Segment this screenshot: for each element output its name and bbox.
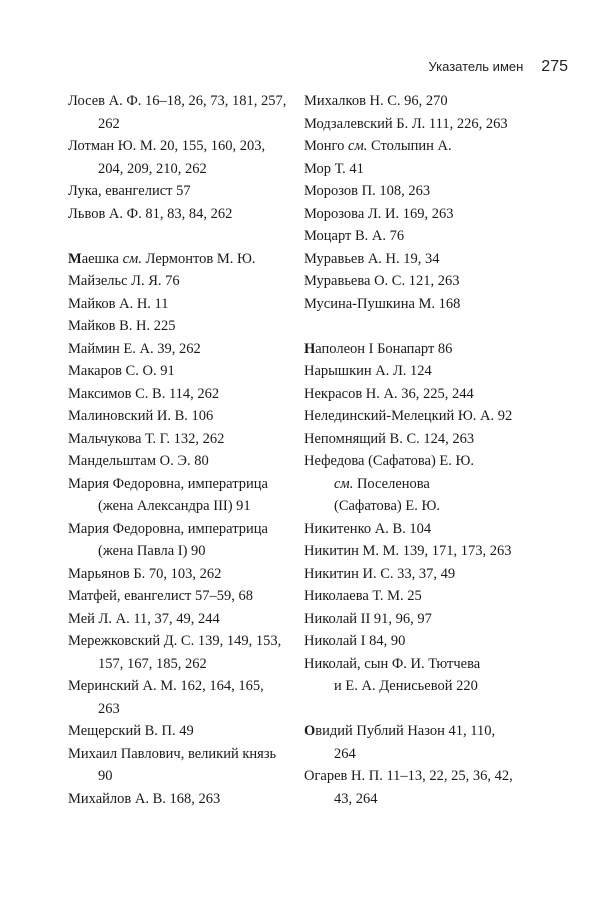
index-entry <box>68 360 290 383</box>
index-entry <box>304 428 530 451</box>
index-entry-text: Майков В. Н. 225 <box>68 318 176 334</box>
index-entry <box>68 203 290 226</box>
index-entry-text: Никитин И. С. 33, 37, 49 <box>304 565 456 582</box>
index-entry-text: Моцарт В. А. 76 <box>304 228 405 244</box>
index-entry-text: Непомнящий В. С. 124, 263 <box>304 430 475 447</box>
index-entry-text: Мария Федоровна, императрица (жена Александра III) 91 <box>68 475 268 514</box>
index-entry <box>68 473 290 518</box>
index-entry-text: Николай I 84, 90 <box>304 633 406 649</box>
index-entry <box>304 90 530 113</box>
index-entry <box>68 518 290 563</box>
index-entry-text: Лосев А. Ф. 16–18, 26, 73, 181, 257, 262 <box>68 93 287 132</box>
index-entry <box>68 248 290 271</box>
index-entry <box>68 608 290 631</box>
index-entry-text: Мей Л. А. 11, 37, 49, 244 <box>68 610 220 627</box>
index-entry-text: Меринский А. М. 162, 164, 165, 263 <box>68 678 264 717</box>
index-entry <box>304 630 530 653</box>
index-entry-text: Майзельс Л. Я. 76 <box>68 273 180 289</box>
index-entry <box>304 360 530 383</box>
index-entry <box>304 113 530 136</box>
index-entry <box>304 203 530 226</box>
index-entry <box>304 135 530 158</box>
page-number: 275 <box>541 58 568 75</box>
index-entry <box>304 518 530 541</box>
index-entry <box>304 563 530 586</box>
index-entry <box>304 585 530 608</box>
index-entry-text: Малиновский И. В. 106 <box>68 408 214 424</box>
index-entry <box>304 720 530 765</box>
running-head <box>428 58 568 76</box>
index-entry-text: Морозова Л. И. 169, 263 <box>304 205 454 222</box>
index-entry-text: аполеон I Бонапарт 86 <box>315 340 453 357</box>
index-entry-text: Нефедова (Сафатова) Е. Ю. см. Поселенова (Сафатова) Е. Ю. <box>304 453 475 514</box>
index-entry <box>304 450 530 518</box>
index-entry-text: Муравьева О. С. 121, 263 <box>304 273 460 289</box>
index-entry-text: Николай II 91, 96, 97 <box>304 610 432 627</box>
index-entry-text: Нарышкин А. Л. 124 <box>304 363 432 379</box>
index-entry-text: Матфей, евангелист 57–59, 68 <box>68 588 254 604</box>
index-column-left <box>68 90 290 810</box>
index-entry-text: Мандельштам О. Э. 80 <box>68 453 209 469</box>
index-entry <box>68 428 290 451</box>
index-entry <box>304 270 530 293</box>
index-entry-text: Львов А. Ф. 81, 83, 84, 262 <box>68 205 233 222</box>
index-entry <box>304 405 530 428</box>
index-entry-text: Мальчукова Т. Г. 132, 262 <box>68 430 225 447</box>
index-entry-text: Никитин М. М. 139, 171, 173, 263 <box>304 543 512 559</box>
index-entry <box>304 608 530 631</box>
index-entry <box>304 765 530 810</box>
index-entry-text: Мария Федоровна, императрица (жена Павла I) 90 <box>68 520 268 559</box>
index-entry <box>304 338 530 361</box>
index-entry <box>68 293 290 316</box>
index-entry-text: Мещерский В. П. 49 <box>68 723 194 739</box>
index-entry-text: аешка см. Лермонтов М. Ю. <box>81 250 256 267</box>
index-entry <box>68 270 290 293</box>
index-entry-text: Маймин Е. А. 39, 262 <box>68 340 201 357</box>
index-entry-text: Лука, евангелист 57 <box>68 183 191 199</box>
index-entry <box>304 293 530 316</box>
index-entry <box>304 225 530 248</box>
index-column-right <box>304 90 530 810</box>
index-entry <box>68 585 290 608</box>
index-entry-text: Михайлов А. В. 168, 263 <box>68 790 221 807</box>
index-entry-text: Морозов П. 108, 263 <box>304 183 431 199</box>
section-initial: Н <box>304 340 316 357</box>
index-entry <box>304 383 530 406</box>
index-entry <box>304 180 530 203</box>
index-entry <box>68 405 290 428</box>
index-entry-text: Муравьев А. Н. 19, 34 <box>304 250 440 267</box>
index-entry-text: Михаил Павлович, великий князь 90 <box>68 745 277 784</box>
index-entry-text: Некрасов Н. А. 36, 225, 244 <box>304 385 474 402</box>
index-entry-text: Николаева Т. М. 25 <box>304 588 422 604</box>
index-entry-text: Нелединский-Мелецкий Ю. А. 92 <box>304 408 513 424</box>
index-entry <box>68 450 290 473</box>
index-entry-text: Никитенко А. В. 104 <box>304 520 432 537</box>
index-entry <box>68 90 290 135</box>
running-head-title: Указатель имен <box>428 59 524 74</box>
index-entry <box>68 135 290 180</box>
index-entry-text: Мор Т. 41 <box>304 160 364 177</box>
index-entry-text: Мережковский Д. С. 139, 149, 153, 157, 167, 185, 262 <box>68 633 282 672</box>
index-entry <box>68 180 290 203</box>
index-entry <box>304 158 530 181</box>
index-entry <box>68 720 290 743</box>
index-entry <box>68 338 290 361</box>
index-entry-text: Макаров С. О. 91 <box>68 363 175 379</box>
index-entry <box>304 248 530 271</box>
index-entry-text: видий Публий Назон 41, 110, 264 <box>315 723 496 762</box>
index-entry <box>68 788 290 811</box>
index-entry-text: Майков А. Н. 11 <box>68 295 169 312</box>
index-entry-text: Монго см. Столыпин А. <box>304 138 452 154</box>
index-entry <box>68 675 290 720</box>
index-entry-text: Модзалевский Б. Л. 111, 226, 263 <box>304 115 508 132</box>
index-entry <box>68 563 290 586</box>
index-entry-text: Максимов С. В. 114, 262 <box>68 385 220 402</box>
index-entry-text: Марьянов Б. 70, 103, 262 <box>68 565 222 582</box>
index-entry-text: Михалков Н. С. 96, 270 <box>304 93 448 109</box>
index-entry-text: Огарев Н. П. 11–13, 22, 25, 36, 42, 43, 264 <box>304 768 513 807</box>
index-entry-text: Николай, сын Ф. И. Тютчева и Е. А. Денисьевой 220 <box>304 655 481 694</box>
index-entry <box>68 630 290 675</box>
index-entry <box>304 540 530 563</box>
index-entry-text: Мусина-Пушкина М. 168 <box>304 295 461 312</box>
section-initial: О <box>304 723 316 739</box>
section-initial: М <box>68 250 82 267</box>
index-entry <box>68 383 290 406</box>
index-entry <box>68 743 290 788</box>
index-entry <box>68 315 290 338</box>
index-entry <box>304 653 530 698</box>
index-entry-text: Лотман Ю. М. 20, 155, 160, 203, 204, 209, 210, 262 <box>68 138 266 177</box>
